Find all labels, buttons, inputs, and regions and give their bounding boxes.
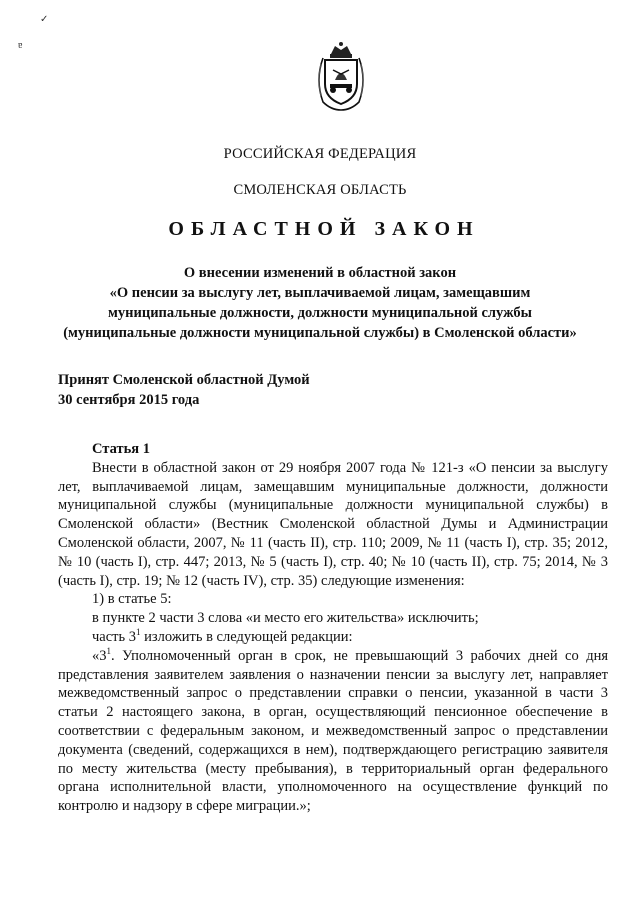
text-fragment: . Уполномоченный орган в срок, не превышающий 3 рабочих дней со дня представления заявителем заявления о назначении пенсии за выслугу лет, направляет межведомственный запрос о представлении справки о пенсии, указанной в части 3 статьи 2 настоящего закона, в орган, осуществляющий пенсионное обеспечение в соответствии с федеральным законом, и межведомственный запрос о представлении документа (сведений, содержащихся в нем), подтверждающего регистрацию заявителя по месту жительства (месту пребывания), в территориальный орган федерального органа исполнительной власти, уполномоченного на осуществление функций по контролю и надзору в сфере миграции.»;	[58, 647, 608, 815]
scan-mark: ✓	[40, 14, 49, 25]
region-name: СМОЛЕНСКАЯ ОБЛАСТЬ	[233, 182, 407, 198]
adoption-info	[58, 370, 310, 410]
article-heading: Статья 1	[92, 441, 150, 457]
list-item: 1) в статье 5:	[92, 591, 172, 608]
quoted-amendment	[58, 647, 608, 816]
law-title-line: «О пенсии за выслугу лет, выплачиваемой лицам, замещавшим	[109, 285, 531, 301]
list-item: в пункте 2 части 3 слова «и место его жительства» исключить;	[92, 610, 479, 627]
text-fragment: часть 3	[92, 628, 136, 645]
law-title-line: (муниципальные должности муниципальной службы) в Смоленской области»	[63, 325, 577, 341]
law-title-line: О внесении изменений в областной закон	[183, 265, 457, 281]
article-intro: Внести в областной закон от 29 ноября 2007 года № 121-з «О пенсии за выслугу лет, выплачиваемой лицам, замещавшим муниципальные должности, должности муниципальной службы (муниципальные должности муниципальной службы) в Смоленской области» (Вестник Смоленской областной Думы и Администрации Смоленской области, 2007, № 11 (часть II), стр. 110; 2009, № 11 (часть I), стр. 35; 2012, № 10 (часть I), стр. 447; 2013, № 5 (часть I), стр. 40; № 10 (часть II), стр. 75; 2014, № 3 (часть I), стр. 19; № 12 (часть IV), стр. 35) следующие изменения:	[58, 459, 608, 589]
law-title-line: муниципальные должности, должности муниципальной службы	[108, 305, 532, 321]
law-title	[0, 263, 640, 343]
country-name: РОССИЙСКАЯ ФЕДЕРАЦИЯ	[223, 146, 417, 162]
text-fragment: изложить в следующей редакции:	[140, 628, 353, 645]
superscript: 1	[106, 645, 111, 656]
scan-mark: ɐ	[18, 40, 23, 51]
adoption-date: 30 сентября 2015 года	[58, 392, 200, 408]
law-type-heading: ОБЛАСТНОЙ ЗАКОН	[168, 218, 480, 240]
list-item	[58, 628, 608, 647]
article-body	[58, 440, 608, 816]
adopted-by: Принят Смоленской областной Думой	[58, 372, 310, 388]
text-fragment: «3	[92, 647, 107, 664]
coat-of-arms-icon	[313, 40, 369, 112]
superscript: 1	[136, 627, 141, 638]
